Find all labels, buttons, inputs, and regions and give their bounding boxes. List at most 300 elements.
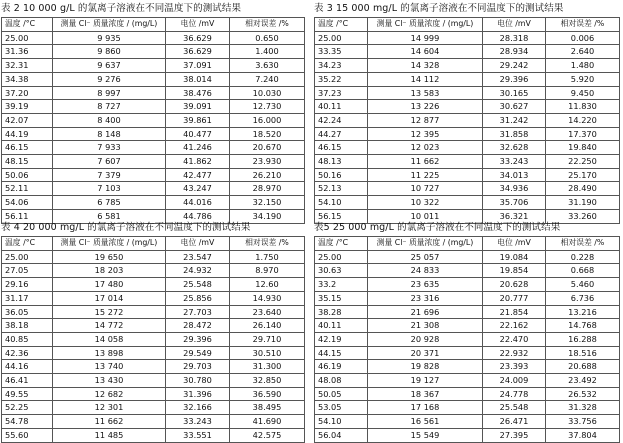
table-row <box>315 360 620 374</box>
table-cell: 17 168 <box>368 401 483 415</box>
table-cell: 29.242 <box>483 59 546 73</box>
table-cell: 42.477 <box>166 168 230 182</box>
table-cell: 21 308 <box>368 319 483 333</box>
table-row <box>2 374 305 388</box>
table-row <box>315 86 620 100</box>
table-cell: 35.22 <box>315 72 368 86</box>
table-row <box>315 278 620 292</box>
table-cell: 44.19 <box>2 127 53 141</box>
table-row <box>315 209 620 223</box>
table-row <box>2 250 305 264</box>
table-cell: 31.396 <box>166 387 230 401</box>
table-cell: 39.861 <box>166 113 230 127</box>
table-cell: 0.228 <box>546 250 620 264</box>
table-row <box>315 264 620 278</box>
table-cell: 34.013 <box>483 168 546 182</box>
table-cell: 6 581 <box>53 209 166 223</box>
table-cell: 11 225 <box>368 168 483 182</box>
table-cell: 28.970 <box>230 182 305 196</box>
table-cell: 31.36 <box>2 45 53 59</box>
table-cell: 25.548 <box>166 278 230 292</box>
table-cell: 16 561 <box>368 415 483 429</box>
table-cell: 56.11 <box>2 209 53 223</box>
table-cell: 13.216 <box>546 305 620 319</box>
table-cell: 5.920 <box>546 72 620 86</box>
table-row <box>315 332 620 346</box>
table-row <box>315 113 620 127</box>
column-header: 测量 Cl⁻ 质量浓度 / (mg/L) <box>53 18 166 32</box>
table-row <box>315 155 620 169</box>
table-cell: 17 014 <box>53 291 166 305</box>
data-table <box>314 236 620 443</box>
table-cell: 36.590 <box>230 387 305 401</box>
table-cell: 52.11 <box>2 182 53 196</box>
table-row <box>2 387 305 401</box>
table-cell: 53.05 <box>315 401 368 415</box>
table-row <box>2 86 305 100</box>
table-cell: 30.63 <box>315 264 368 278</box>
column-header: 相对误差 /% <box>546 18 620 32</box>
table-cell: 28.490 <box>546 182 620 196</box>
table-cell: 12 682 <box>53 387 166 401</box>
table-cell: 18.520 <box>230 127 305 141</box>
column-header: 电位 /mV <box>483 237 546 251</box>
table-cell: 25.00 <box>2 250 53 264</box>
table-cell: 10 322 <box>368 196 483 210</box>
table-cell: 46.15 <box>315 141 368 155</box>
table-row <box>315 387 620 401</box>
table-cell: 32.850 <box>230 374 305 388</box>
table-cell: 24.932 <box>166 264 230 278</box>
table-cell: 19.084 <box>483 250 546 264</box>
table-row <box>315 291 620 305</box>
table-row <box>2 401 305 415</box>
table-cell: 11 485 <box>53 428 166 442</box>
table-cell: 19.840 <box>546 141 620 155</box>
table-cell: 23 635 <box>368 278 483 292</box>
table-cell: 23.492 <box>546 374 620 388</box>
table-row <box>315 141 620 155</box>
table-cell: 42.24 <box>315 113 368 127</box>
table-cell: 8.970 <box>230 264 305 278</box>
table-cell: 16.288 <box>546 332 620 346</box>
table-cell: 56.15 <box>315 209 368 223</box>
column-header: 温度 /°C <box>2 237 53 251</box>
column-header: 相对误差 /% <box>546 237 620 251</box>
table-cell: 0.006 <box>546 31 620 45</box>
table-cell: 25.00 <box>315 250 368 264</box>
table-cell: 1.400 <box>230 45 305 59</box>
table-cell: 9.450 <box>546 86 620 100</box>
table-cell: 33.260 <box>546 209 620 223</box>
table-block-5 <box>314 222 620 443</box>
table-row <box>315 182 620 196</box>
table-cell: 8 400 <box>53 113 166 127</box>
table-cell: 6.736 <box>546 291 620 305</box>
table-cell: 54.06 <box>2 196 53 210</box>
table-cell: 34.23 <box>315 59 368 73</box>
table-cell: 13 740 <box>53 360 166 374</box>
table-cell: 40.85 <box>2 332 53 346</box>
table-cell: 18 203 <box>53 264 166 278</box>
table-cell: 14.768 <box>546 319 620 333</box>
table-cell: 38.014 <box>166 72 230 86</box>
table-cell: 14 112 <box>368 72 483 86</box>
header-row <box>2 18 305 32</box>
table-row <box>2 291 305 305</box>
table-cell: 16.000 <box>230 113 305 127</box>
table-cell: 12.730 <box>230 100 305 114</box>
table-row <box>2 72 305 86</box>
table-cell: 3.630 <box>230 59 305 73</box>
table-cell: 31.328 <box>546 401 620 415</box>
table-row <box>2 141 305 155</box>
table-cell: 42.36 <box>2 346 53 360</box>
table-cell: 8 148 <box>53 127 166 141</box>
table-row <box>2 59 305 73</box>
column-header: 温度 /°C <box>315 18 368 32</box>
table-cell: 25.170 <box>546 168 620 182</box>
table-cell: 29.396 <box>483 72 546 86</box>
table-block-3 <box>314 3 620 224</box>
table-cell: 7 607 <box>53 155 166 169</box>
table-cell: 27.395 <box>483 428 546 442</box>
table-cell: 32.628 <box>483 141 546 155</box>
table-caption: 表 3 15 000 mg/L 的氯离子溶液在不同温度下的测试结果 <box>314 3 564 14</box>
table-cell: 19 828 <box>368 360 483 374</box>
column-header: 温度 /°C <box>2 18 53 32</box>
table-cell: 14 604 <box>368 45 483 59</box>
table-cell: 17.370 <box>546 127 620 141</box>
table-cell: 32.166 <box>166 401 230 415</box>
table-cell: 43.247 <box>166 182 230 196</box>
table-cell: 9 860 <box>53 45 166 59</box>
table-cell: 14 328 <box>368 59 483 73</box>
table-cell: 30.165 <box>483 86 546 100</box>
table-cell: 25 057 <box>368 250 483 264</box>
table-row <box>2 415 305 429</box>
table-cell: 12.60 <box>230 278 305 292</box>
table-cell: 33.243 <box>166 415 230 429</box>
table-cell: 12 395 <box>368 127 483 141</box>
table-row <box>315 196 620 210</box>
table-cell: 6 785 <box>53 196 166 210</box>
table-row <box>315 127 620 141</box>
table-cell: 29.549 <box>166 346 230 360</box>
table-row <box>315 59 620 73</box>
table-row <box>2 113 305 127</box>
table-cell: 39.091 <box>166 100 230 114</box>
table-cell: 34.190 <box>230 209 305 223</box>
table-row <box>2 45 305 59</box>
table-cell: 26.532 <box>546 387 620 401</box>
table-cell: 2.640 <box>546 45 620 59</box>
table-cell: 23.547 <box>166 250 230 264</box>
table-row <box>2 168 305 182</box>
table-cell: 33.243 <box>483 155 546 169</box>
table-cell: 31.17 <box>2 291 53 305</box>
table-cell: 14.930 <box>230 291 305 305</box>
table-cell: 19 650 <box>53 250 166 264</box>
table-cell: 30.780 <box>166 374 230 388</box>
table-cell: 55.60 <box>2 428 53 442</box>
table-cell: 30.627 <box>483 100 546 114</box>
table-cell: 23 316 <box>368 291 483 305</box>
table-row <box>2 182 305 196</box>
table-cell: 25.856 <box>166 291 230 305</box>
table-cell: 31.300 <box>230 360 305 374</box>
table-cell: 37.091 <box>166 59 230 73</box>
table-cell: 0.650 <box>230 31 305 45</box>
table-cell: 18 367 <box>368 387 483 401</box>
table-cell: 31.190 <box>546 196 620 210</box>
table-cell: 33.756 <box>546 415 620 429</box>
table-cell: 28.318 <box>483 31 546 45</box>
table-cell: 39.19 <box>2 100 53 114</box>
table-cell: 40.477 <box>166 127 230 141</box>
table-row <box>315 428 620 442</box>
table-cell: 23.393 <box>483 360 546 374</box>
table-cell: 36.629 <box>166 45 230 59</box>
table-cell: 11 662 <box>368 155 483 169</box>
table-cell: 14 772 <box>53 319 166 333</box>
table-cell: 41.862 <box>166 155 230 169</box>
table-cell: 46.15 <box>2 141 53 155</box>
table-cell: 33.551 <box>166 428 230 442</box>
table-row <box>2 196 305 210</box>
table-row <box>315 401 620 415</box>
table-cell: 44.16 <box>2 360 53 374</box>
table-row <box>315 31 620 45</box>
table-row <box>315 250 620 264</box>
table-cell: 13 430 <box>53 374 166 388</box>
table-row <box>2 127 305 141</box>
table-cell: 29.16 <box>2 278 53 292</box>
table-cell: 10 011 <box>368 209 483 223</box>
table-cell: 17 480 <box>53 278 166 292</box>
column-header: 电位 /mV <box>483 18 546 32</box>
header-row <box>315 18 620 32</box>
table-cell: 38.476 <box>166 86 230 100</box>
table-cell: 29.396 <box>166 332 230 346</box>
table-cell: 33.35 <box>315 45 368 59</box>
table-cell: 7 103 <box>53 182 166 196</box>
table-cell: 52.13 <box>315 182 368 196</box>
data-table <box>314 17 620 224</box>
table-row <box>315 168 620 182</box>
table-cell: 22.470 <box>483 332 546 346</box>
column-header: 测量 Cl⁻ 质量浓度 / (mg/L) <box>368 18 483 32</box>
table-cell: 15 272 <box>53 305 166 319</box>
table-cell: 7 379 <box>53 168 166 182</box>
table-cell: 13 226 <box>368 100 483 114</box>
table-cell: 40.11 <box>315 100 368 114</box>
table-cell: 27.703 <box>166 305 230 319</box>
table-cell: 28.934 <box>483 45 546 59</box>
table-cell: 9 935 <box>53 31 166 45</box>
table-cell: 36.321 <box>483 209 546 223</box>
table-cell: 22.932 <box>483 346 546 360</box>
table-cell: 23.930 <box>230 155 305 169</box>
header-row <box>2 237 305 251</box>
table-cell: 42.575 <box>230 428 305 442</box>
table-cell: 54.78 <box>2 415 53 429</box>
table-row <box>2 278 305 292</box>
table-cell: 35.15 <box>315 291 368 305</box>
table-cell: 25.548 <box>483 401 546 415</box>
table-cell: 31.242 <box>483 113 546 127</box>
table-cell: 26.140 <box>230 319 305 333</box>
column-header: 相对误差 /% <box>230 237 305 251</box>
table-cell: 21.854 <box>483 305 546 319</box>
table-row <box>2 332 305 346</box>
table-cell: 30.510 <box>230 346 305 360</box>
table-cell: 56.04 <box>315 428 368 442</box>
table-cell: 37.804 <box>546 428 620 442</box>
column-header: 电位 /mV <box>166 237 230 251</box>
table-cell: 20 371 <box>368 346 483 360</box>
table-row <box>315 319 620 333</box>
table-cell: 32.150 <box>230 196 305 210</box>
data-table <box>1 17 305 224</box>
column-header: 测量 Cl⁻ 质量浓度 / (mg/L) <box>53 237 166 251</box>
table-cell: 40.11 <box>315 319 368 333</box>
table-cell: 20.777 <box>483 291 546 305</box>
table-cell: 50.16 <box>315 168 368 182</box>
table-row <box>315 346 620 360</box>
table-cell: 22.162 <box>483 319 546 333</box>
table-cell: 44.786 <box>166 209 230 223</box>
column-header: 相对误差 /% <box>230 18 305 32</box>
table-row <box>2 428 305 442</box>
table-cell: 50.05 <box>315 387 368 401</box>
table-cell: 38.495 <box>230 401 305 415</box>
table-cell: 28.472 <box>166 319 230 333</box>
table-cell: 12 023 <box>368 141 483 155</box>
table-cell: 7 933 <box>53 141 166 155</box>
table-cell: 44.016 <box>166 196 230 210</box>
table-row <box>2 100 305 114</box>
table-cell: 13 898 <box>53 346 166 360</box>
table-cell: 34.936 <box>483 182 546 196</box>
table-row <box>315 72 620 86</box>
table-cell: 14 058 <box>53 332 166 346</box>
table-cell: 23.640 <box>230 305 305 319</box>
table-cell: 25.00 <box>315 31 368 45</box>
table-cell: 41.690 <box>230 415 305 429</box>
table-row <box>2 346 305 360</box>
table-cell: 8 997 <box>53 86 166 100</box>
table-cell: 12 301 <box>53 401 166 415</box>
table-caption: 表 2 10 000 g/L 的氯离子溶液在不同温度下的测试结果 <box>1 3 242 14</box>
table-row <box>2 264 305 278</box>
table-cell: 10.030 <box>230 86 305 100</box>
table-cell: 37.20 <box>2 86 53 100</box>
table-row <box>2 319 305 333</box>
table-cell: 25.00 <box>2 31 53 45</box>
table-cell: 24 833 <box>368 264 483 278</box>
table-row <box>315 374 620 388</box>
table-cell: 14 999 <box>368 31 483 45</box>
table-cell: 21 696 <box>368 305 483 319</box>
table-row <box>2 360 305 374</box>
table-cell: 11 662 <box>53 415 166 429</box>
table-block-4 <box>1 222 305 443</box>
column-header: 电位 /mV <box>166 18 230 32</box>
table-cell: 20 928 <box>368 332 483 346</box>
table-cell: 14.220 <box>546 113 620 127</box>
table-cell: 46.41 <box>2 374 53 388</box>
table-cell: 36.05 <box>2 305 53 319</box>
table-cell: 46.19 <box>315 360 368 374</box>
table-cell: 24.009 <box>483 374 546 388</box>
table-cell: 48.15 <box>2 155 53 169</box>
table-cell: 1.750 <box>230 250 305 264</box>
table-caption: 表5 25 000 mg/L 的氯离子溶液在不同温度下的测试结果 <box>314 222 561 233</box>
table-cell: 20.628 <box>483 278 546 292</box>
table-cell: 27.05 <box>2 264 53 278</box>
column-header: 温度 /°C <box>315 237 368 251</box>
table-row <box>315 45 620 59</box>
table-cell: 29.703 <box>166 360 230 374</box>
table-cell: 24.778 <box>483 387 546 401</box>
table-cell: 49.55 <box>2 387 53 401</box>
data-table <box>1 236 305 443</box>
table-cell: 34.38 <box>2 72 53 86</box>
table-cell: 22.250 <box>546 155 620 169</box>
table-cell: 31.858 <box>483 127 546 141</box>
table-cell: 15 549 <box>368 428 483 442</box>
table-row <box>2 155 305 169</box>
table-cell: 36.629 <box>166 31 230 45</box>
table-cell: 44.15 <box>315 346 368 360</box>
table-cell: 44.27 <box>315 127 368 141</box>
table-cell: 26.210 <box>230 168 305 182</box>
table-cell: 20.688 <box>546 360 620 374</box>
table-cell: 5.460 <box>546 278 620 292</box>
table-cell: 12 877 <box>368 113 483 127</box>
table-cell: 33.2 <box>315 278 368 292</box>
table-cell: 11.830 <box>546 100 620 114</box>
header-row <box>315 237 620 251</box>
table-row <box>315 100 620 114</box>
table-cell: 19.854 <box>483 264 546 278</box>
table-cell: 48.08 <box>315 374 368 388</box>
table-row <box>2 305 305 319</box>
table-cell: 7.240 <box>230 72 305 86</box>
table-cell: 42.07 <box>2 113 53 127</box>
table-cell: 8 727 <box>53 100 166 114</box>
table-cell: 10 727 <box>368 182 483 196</box>
table-cell: 9 637 <box>53 59 166 73</box>
table-caption: 表 4 20 000 mg/L 的氯离子溶液在不同温度下的测试结果 <box>1 222 251 233</box>
table-cell: 0.668 <box>546 264 620 278</box>
table-cell: 35.706 <box>483 196 546 210</box>
table-cell: 18.516 <box>546 346 620 360</box>
table-cell: 54.10 <box>315 196 368 210</box>
table-cell: 26.471 <box>483 415 546 429</box>
table-cell: 9 276 <box>53 72 166 86</box>
table-row <box>2 31 305 45</box>
table-row <box>315 305 620 319</box>
column-header: 测量 Cl⁻ 质量浓度 / (mg/L) <box>368 237 483 251</box>
table-cell: 1.480 <box>546 59 620 73</box>
table-row <box>2 209 305 223</box>
table-block-2 <box>1 3 305 224</box>
table-cell: 54.10 <box>315 415 368 429</box>
table-cell: 37.23 <box>315 86 368 100</box>
table-cell: 52.25 <box>2 401 53 415</box>
